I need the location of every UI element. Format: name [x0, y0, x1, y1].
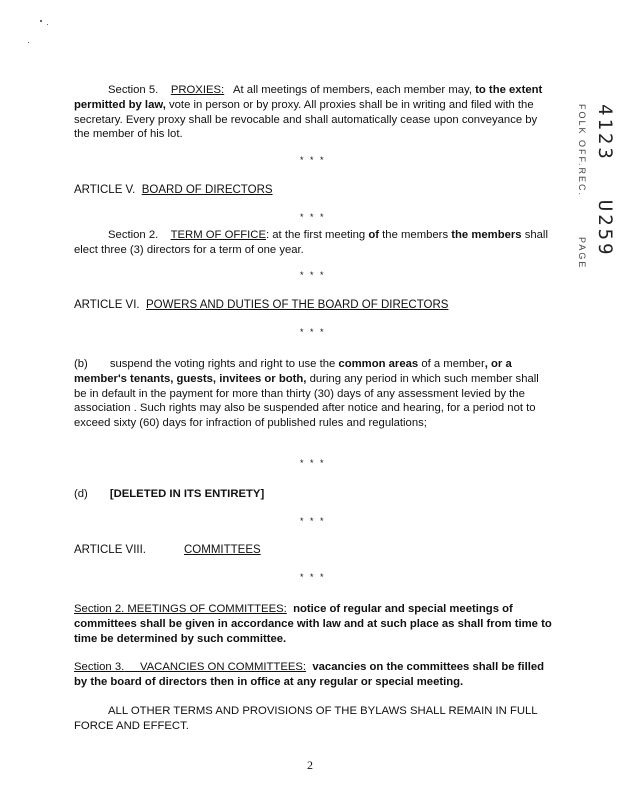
section-5-proxies — [74, 83, 552, 142]
paragraph-b — [74, 357, 552, 431]
page-label: PAGE — [577, 237, 587, 270]
recording-stamp-labels — [577, 104, 587, 269]
article-title: POWERS AND DUTIES OF THE BOARD OF DIRECTORS — [146, 299, 449, 311]
section-text: shall elect three (3) directors for a term of one year. — [74, 229, 548, 256]
ellipsis-stars: * * * — [300, 212, 326, 222]
section-text: At all meetings of members, each member may, — [232, 84, 472, 96]
paragraph-label: (b) — [74, 358, 88, 370]
section-text: vote in person or by proxy. All proxies shall be in writing and filed with the secretary. Every proxy shall be revocable and shall automatically cease upon conveyance by the member of his lot. — [74, 98, 538, 141]
scan-speck — [40, 20, 42, 22]
records-office-label: FOLK OFF.REC. — [577, 104, 587, 198]
page-number: 2 — [307, 758, 313, 772]
article-label: ARTICLE V. — [74, 184, 136, 196]
scan-speck — [28, 42, 29, 43]
article-8-heading — [74, 544, 261, 556]
section-title: Section 2. MEETINGS OF COMMITTEES: — [74, 603, 287, 615]
inserted-text: of — [368, 229, 380, 241]
ellipsis-stars: * * * — [300, 155, 326, 165]
section-text: the members — [382, 229, 449, 241]
ellipsis-stars: * * * — [300, 327, 326, 337]
deleted-notice: [DELETED IN ITS ENTIRETY] — [109, 488, 265, 500]
committees-section-2 — [74, 602, 552, 646]
section-title: TERM OF OFFICE — [170, 229, 266, 241]
inserted-text: vacancies on the committees shall be filled by the board of directors then in office at any regular or special meeting. — [74, 661, 545, 688]
paragraph-d — [74, 487, 552, 502]
article-5-heading — [74, 184, 273, 196]
article-label: ARTICLE VI. — [74, 299, 140, 311]
closing-statement — [74, 704, 552, 734]
article-title: COMMITTEES — [184, 544, 261, 556]
article-label: ARTICLE VIII. — [74, 544, 147, 556]
inserted-text: notice of regular and special meetings of committees shall be given in accordance with law and at such place as shall from time to time be determined by such committee. — [74, 603, 552, 645]
paragraph-text: during any period in which such member shall be in default in the payment for more than thirty (30) days of any assessment levied by the association . Such rights may also be suspended after notice and hearing, for a period not to exceed sixty (60) days for infraction of published rules and regulations; — [74, 372, 539, 430]
ellipsis-stars: * * * — [300, 572, 326, 582]
article-6-heading — [74, 299, 448, 311]
section-label: Section 3. — [74, 661, 125, 673]
section-label: Section 2. — [108, 229, 159, 241]
page-reference: U259 — [594, 199, 616, 258]
section-title: PROXIES: — [170, 84, 225, 96]
ellipsis-stars: * * * — [300, 516, 326, 526]
ellipsis-stars: * * * — [300, 458, 326, 468]
inserted-text: common areas — [338, 358, 419, 370]
paragraph-label: (d) — [74, 488, 88, 500]
committees-section-3 — [74, 660, 552, 690]
inserted-text: the members — [451, 229, 522, 241]
inserted-text: , or a member's tenants, guests, invitees or both, — [74, 358, 512, 385]
paragraph-text: suspend the voting rights and right to use the — [109, 358, 336, 370]
recording-stamp-numbers — [594, 104, 616, 258]
paragraph-text: of a member — [421, 358, 485, 370]
book-number: 4123 — [594, 104, 616, 162]
inserted-text: to the extent permitted by law, — [74, 84, 543, 111]
section-2-term-of-office — [74, 228, 552, 258]
ellipsis-stars: * * * — [300, 270, 326, 280]
scan-speck — [47, 24, 48, 25]
section-title: VACANCIES ON COMMITTEES: — [139, 661, 307, 673]
closing-text: ALL OTHER TERMS AND PROVISIONS OF THE BYLAWS SHALL REMAIN IN FULL FORCE AND EFFECT. — [74, 705, 538, 732]
section-text: : at the first meeting — [266, 229, 366, 241]
article-title: BOARD OF DIRECTORS — [141, 184, 273, 196]
section-label: Section 5. — [108, 84, 159, 96]
